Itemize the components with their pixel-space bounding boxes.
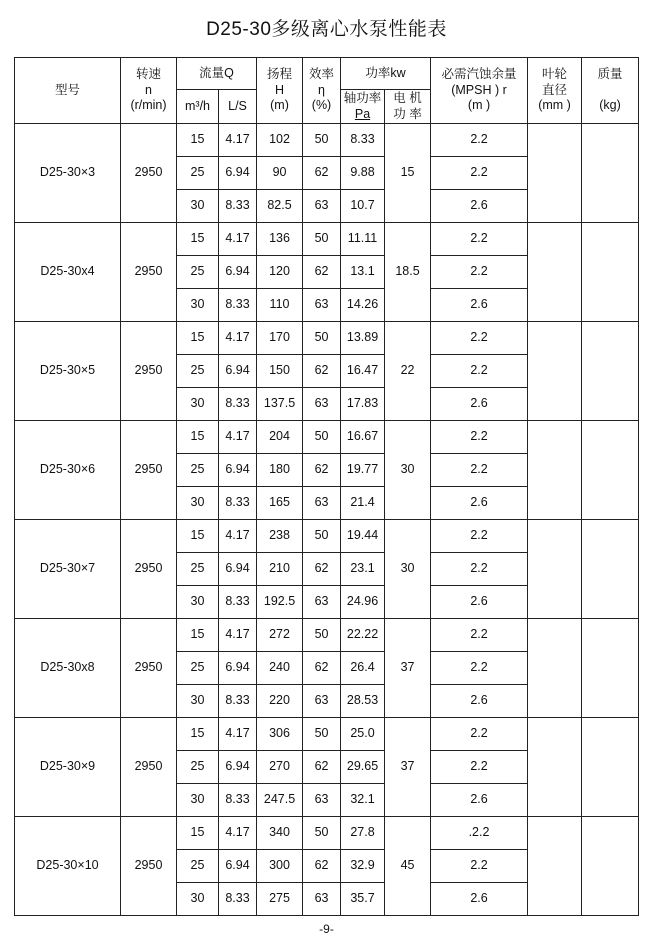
cell-model: D25-30×6	[15, 421, 121, 520]
cell-efficiency: 63	[303, 289, 341, 322]
table-row	[15, 619, 639, 652]
cell-flow-ls: 4.17	[219, 124, 257, 157]
cell-efficiency: 63	[303, 685, 341, 718]
cell-npsh: 2.2	[431, 850, 528, 883]
cell-model: D25-30x4	[15, 223, 121, 322]
cell-flow-ls: 4.17	[219, 718, 257, 751]
header-mass	[582, 58, 639, 124]
cell-head: 272	[257, 619, 303, 652]
cell-model: D25-30×9	[15, 718, 121, 817]
cell-flow-m3h: 25	[177, 157, 219, 190]
cell-efficiency: 50	[303, 619, 341, 652]
cell-efficiency: 63	[303, 784, 341, 817]
cell-speed: 2950	[121, 322, 177, 421]
cell-npsh: 2.2	[431, 751, 528, 784]
cell-head: 120	[257, 256, 303, 289]
cell-efficiency: 50	[303, 421, 341, 454]
cell-motor-power: 37	[385, 718, 431, 817]
cell-shaft-power: 9.88	[341, 157, 385, 190]
cell-efficiency: 50	[303, 520, 341, 553]
cell-npsh: 2.6	[431, 883, 528, 916]
cell-shaft-power: 16.47	[341, 355, 385, 388]
cell-speed: 2950	[121, 223, 177, 322]
cell-head: 340	[257, 817, 303, 850]
cell-efficiency: 50	[303, 223, 341, 256]
header-imp-line2: 直径	[542, 82, 568, 97]
cell-efficiency: 63	[303, 586, 341, 619]
cell-shaft-power: 13.89	[341, 322, 385, 355]
cell-npsh: 2.6	[431, 487, 528, 520]
cell-flow-ls: 4.17	[219, 421, 257, 454]
cell-shaft-power: 11.11	[341, 223, 385, 256]
page-number: -9-	[319, 922, 334, 936]
header-flow-m3h: m³/h	[177, 90, 219, 124]
cell-shaft-power: 13.1	[341, 256, 385, 289]
cell-shaft-power: 10.7	[341, 190, 385, 223]
cell-efficiency: 63	[303, 190, 341, 223]
cell-npsh: 2.2	[431, 454, 528, 487]
cell-shaft-power: 8.33	[341, 124, 385, 157]
cell-impeller	[528, 718, 582, 817]
cell-flow-ls: 8.33	[219, 883, 257, 916]
cell-efficiency: 62	[303, 850, 341, 883]
cell-efficiency: 62	[303, 157, 341, 190]
header-speed	[121, 58, 177, 124]
cell-flow-m3h: 15	[177, 223, 219, 256]
cell-npsh: .2.2	[431, 817, 528, 850]
cell-flow-m3h: 30	[177, 685, 219, 718]
table-row	[15, 817, 639, 850]
cell-shaft-power: 26.4	[341, 652, 385, 685]
header-imp-line3: (mm )	[538, 98, 571, 113]
cell-shaft-power: 29.65	[341, 751, 385, 784]
cell-flow-m3h: 30	[177, 487, 219, 520]
cell-flow-ls: 4.17	[219, 223, 257, 256]
cell-head: 247.5	[257, 784, 303, 817]
cell-shaft-power: 27.8	[341, 817, 385, 850]
cell-flow-m3h: 15	[177, 421, 219, 454]
cell-shaft-power: 32.9	[341, 850, 385, 883]
cell-flow-m3h: 15	[177, 817, 219, 850]
cell-shaft-power: 25.0	[341, 718, 385, 751]
cell-flow-m3h: 15	[177, 124, 219, 157]
cell-head: 137.5	[257, 388, 303, 421]
table-row	[15, 322, 639, 355]
cell-mass	[582, 817, 639, 916]
cell-shaft-power: 21.4	[341, 487, 385, 520]
header-speed-line2: n	[145, 82, 152, 97]
cell-npsh: 2.6	[431, 586, 528, 619]
cell-efficiency: 62	[303, 355, 341, 388]
table-row	[15, 421, 639, 454]
table-row	[15, 718, 639, 751]
cell-mass	[582, 322, 639, 421]
cell-speed: 2950	[121, 718, 177, 817]
cell-head: 306	[257, 718, 303, 751]
header-motor-power	[385, 90, 431, 124]
cell-flow-m3h: 30	[177, 784, 219, 817]
cell-flow-ls: 6.94	[219, 553, 257, 586]
cell-flow-m3h: 30	[177, 586, 219, 619]
header-power: 功率kw	[341, 58, 431, 90]
cell-head: 210	[257, 553, 303, 586]
cell-head: 192.5	[257, 586, 303, 619]
cell-speed: 2950	[121, 520, 177, 619]
page-title: D25-30多级离心水泵性能表	[206, 19, 447, 40]
cell-flow-ls: 6.94	[219, 652, 257, 685]
cell-shaft-power: 19.77	[341, 454, 385, 487]
header-npsh-line3: (m )	[467, 98, 491, 113]
cell-npsh: 2.2	[431, 355, 528, 388]
cell-shaft-power: 32.1	[341, 784, 385, 817]
cell-npsh: 2.2	[431, 223, 528, 256]
cell-flow-m3h: 30	[177, 289, 219, 322]
cell-head: 240	[257, 652, 303, 685]
cell-mass	[582, 520, 639, 619]
cell-npsh: 2.6	[431, 190, 528, 223]
cell-npsh: 2.2	[431, 520, 528, 553]
cell-flow-m3h: 15	[177, 322, 219, 355]
cell-head: 300	[257, 850, 303, 883]
cell-flow-ls: 8.33	[219, 388, 257, 421]
cell-flow-m3h: 25	[177, 256, 219, 289]
cell-npsh: 2.6	[431, 685, 528, 718]
cell-efficiency: 62	[303, 751, 341, 784]
cell-flow-m3h: 25	[177, 652, 219, 685]
cell-shaft-power: 24.96	[341, 586, 385, 619]
header-imp-line1: 叶轮	[542, 67, 568, 82]
cell-efficiency: 62	[303, 553, 341, 586]
cell-speed: 2950	[121, 619, 177, 718]
cell-shaft-power: 17.83	[341, 388, 385, 421]
cell-shaft-power: 22.22	[341, 619, 385, 652]
cell-motor-power: 30	[385, 520, 431, 619]
cell-flow-ls: 4.17	[219, 619, 257, 652]
cell-npsh: 2.2	[431, 421, 528, 454]
cell-model: D25-30×5	[15, 322, 121, 421]
cell-npsh: 2.2	[431, 256, 528, 289]
cell-shaft-power: 19.44	[341, 520, 385, 553]
cell-flow-ls: 4.17	[219, 817, 257, 850]
cell-head: 150	[257, 355, 303, 388]
cell-head: 165	[257, 487, 303, 520]
header-speed-line3: (r/min)	[130, 98, 167, 113]
cell-efficiency: 62	[303, 454, 341, 487]
header-head-line1: 扬程	[267, 67, 293, 82]
cell-efficiency: 50	[303, 718, 341, 751]
cell-flow-ls: 6.94	[219, 157, 257, 190]
cell-head: 270	[257, 751, 303, 784]
cell-flow-ls: 8.33	[219, 586, 257, 619]
cell-head: 204	[257, 421, 303, 454]
header-impeller	[528, 58, 582, 124]
cell-efficiency: 63	[303, 883, 341, 916]
cell-npsh: 2.2	[431, 652, 528, 685]
cell-impeller	[528, 421, 582, 520]
cell-head: 238	[257, 520, 303, 553]
cell-flow-m3h: 25	[177, 751, 219, 784]
cell-flow-m3h: 25	[177, 355, 219, 388]
cell-flow-ls: 8.33	[219, 289, 257, 322]
cell-npsh: 2.2	[431, 124, 528, 157]
cell-flow-m3h: 30	[177, 190, 219, 223]
header-npsh-line1: 必需汽蚀余量	[441, 67, 517, 82]
header-motor-line2: 功 率	[393, 106, 422, 121]
cell-head: 275	[257, 883, 303, 916]
header-shaft-line2: Pa	[354, 106, 371, 121]
cell-head: 220	[257, 685, 303, 718]
cell-shaft-power: 16.67	[341, 421, 385, 454]
cell-speed: 2950	[121, 817, 177, 916]
cell-flow-ls: 8.33	[219, 685, 257, 718]
cell-npsh: 2.6	[431, 784, 528, 817]
header-head-line2: H	[275, 82, 285, 97]
cell-motor-power: 15	[385, 124, 431, 223]
table-header	[15, 58, 639, 124]
cell-npsh: 2.2	[431, 619, 528, 652]
cell-shaft-power: 35.7	[341, 883, 385, 916]
cell-flow-m3h: 25	[177, 454, 219, 487]
cell-npsh: 2.2	[431, 157, 528, 190]
cell-flow-ls: 8.33	[219, 487, 257, 520]
cell-model: D25-30x8	[15, 619, 121, 718]
cell-head: 170	[257, 322, 303, 355]
cell-efficiency: 62	[303, 652, 341, 685]
cell-mass	[582, 718, 639, 817]
cell-model: D25-30×10	[15, 817, 121, 916]
cell-impeller	[528, 124, 582, 223]
header-head	[257, 58, 303, 124]
header-shaft-power	[341, 90, 385, 124]
cell-head: 90	[257, 157, 303, 190]
cell-flow-m3h: 15	[177, 520, 219, 553]
header-head-line3: (m)	[270, 98, 289, 113]
header-eff-line2: η	[318, 82, 325, 97]
cell-efficiency: 50	[303, 124, 341, 157]
cell-flow-m3h: 30	[177, 388, 219, 421]
cell-head: 102	[257, 124, 303, 157]
header-shaft-line1: 轴功率	[343, 90, 382, 105]
cell-mass	[582, 421, 639, 520]
cell-impeller	[528, 817, 582, 916]
cell-flow-ls: 4.17	[219, 520, 257, 553]
cell-efficiency: 50	[303, 817, 341, 850]
cell-flow-ls: 4.17	[219, 322, 257, 355]
header-mass-line1: 质量	[597, 67, 623, 82]
cell-flow-m3h: 25	[177, 553, 219, 586]
cell-motor-power: 18.5	[385, 223, 431, 322]
cell-impeller	[528, 322, 582, 421]
header-eff-line1: 效率	[309, 67, 335, 82]
cell-efficiency: 62	[303, 256, 341, 289]
cell-head: 136	[257, 223, 303, 256]
cell-flow-m3h: 25	[177, 850, 219, 883]
header-speed-line1: 转速	[135, 67, 161, 82]
cell-flow-ls: 6.94	[219, 454, 257, 487]
cell-flow-ls: 6.94	[219, 256, 257, 289]
cell-model: D25-30×7	[15, 520, 121, 619]
cell-motor-power: 22	[385, 322, 431, 421]
cell-head: 180	[257, 454, 303, 487]
table-body	[15, 124, 639, 916]
header-efficiency	[303, 58, 341, 124]
cell-model: D25-30×3	[15, 124, 121, 223]
header-mass-line3: (kg)	[599, 98, 621, 113]
cell-efficiency: 63	[303, 388, 341, 421]
cell-npsh: 2.2	[431, 322, 528, 355]
cell-motor-power: 30	[385, 421, 431, 520]
cell-impeller	[528, 223, 582, 322]
cell-flow-ls: 6.94	[219, 850, 257, 883]
header-eff-line3: (%)	[311, 98, 332, 113]
cell-flow-m3h: 30	[177, 883, 219, 916]
cell-npsh: 2.6	[431, 388, 528, 421]
cell-mass	[582, 223, 639, 322]
cell-efficiency: 63	[303, 487, 341, 520]
header-flow-ls: L/S	[219, 90, 257, 124]
table-row	[15, 124, 639, 157]
performance-table	[14, 57, 639, 916]
cell-flow-ls: 6.94	[219, 355, 257, 388]
cell-shaft-power: 14.26	[341, 289, 385, 322]
cell-flow-ls: 8.33	[219, 784, 257, 817]
header-model: 型号	[15, 58, 121, 124]
cell-flow-m3h: 15	[177, 619, 219, 652]
cell-impeller	[528, 619, 582, 718]
header-npsh	[431, 58, 528, 124]
cell-mass	[582, 124, 639, 223]
cell-speed: 2950	[121, 124, 177, 223]
cell-flow-ls: 6.94	[219, 751, 257, 784]
cell-head: 110	[257, 289, 303, 322]
cell-flow-ls: 8.33	[219, 190, 257, 223]
cell-npsh: 2.2	[431, 553, 528, 586]
cell-npsh: 2.2	[431, 718, 528, 751]
header-flow: 流量Q	[177, 58, 257, 90]
cell-shaft-power: 23.1	[341, 553, 385, 586]
cell-head: 82.5	[257, 190, 303, 223]
cell-efficiency: 50	[303, 322, 341, 355]
header-motor-line1: 电 机	[393, 90, 422, 105]
table-row	[15, 223, 639, 256]
cell-speed: 2950	[121, 421, 177, 520]
cell-flow-m3h: 15	[177, 718, 219, 751]
cell-npsh: 2.6	[431, 289, 528, 322]
table-row	[15, 520, 639, 553]
header-npsh-line2: (MPSH ) r	[451, 82, 507, 97]
cell-motor-power: 37	[385, 619, 431, 718]
cell-impeller	[528, 520, 582, 619]
cell-motor-power: 45	[385, 817, 431, 916]
cell-mass	[582, 619, 639, 718]
cell-shaft-power: 28.53	[341, 685, 385, 718]
